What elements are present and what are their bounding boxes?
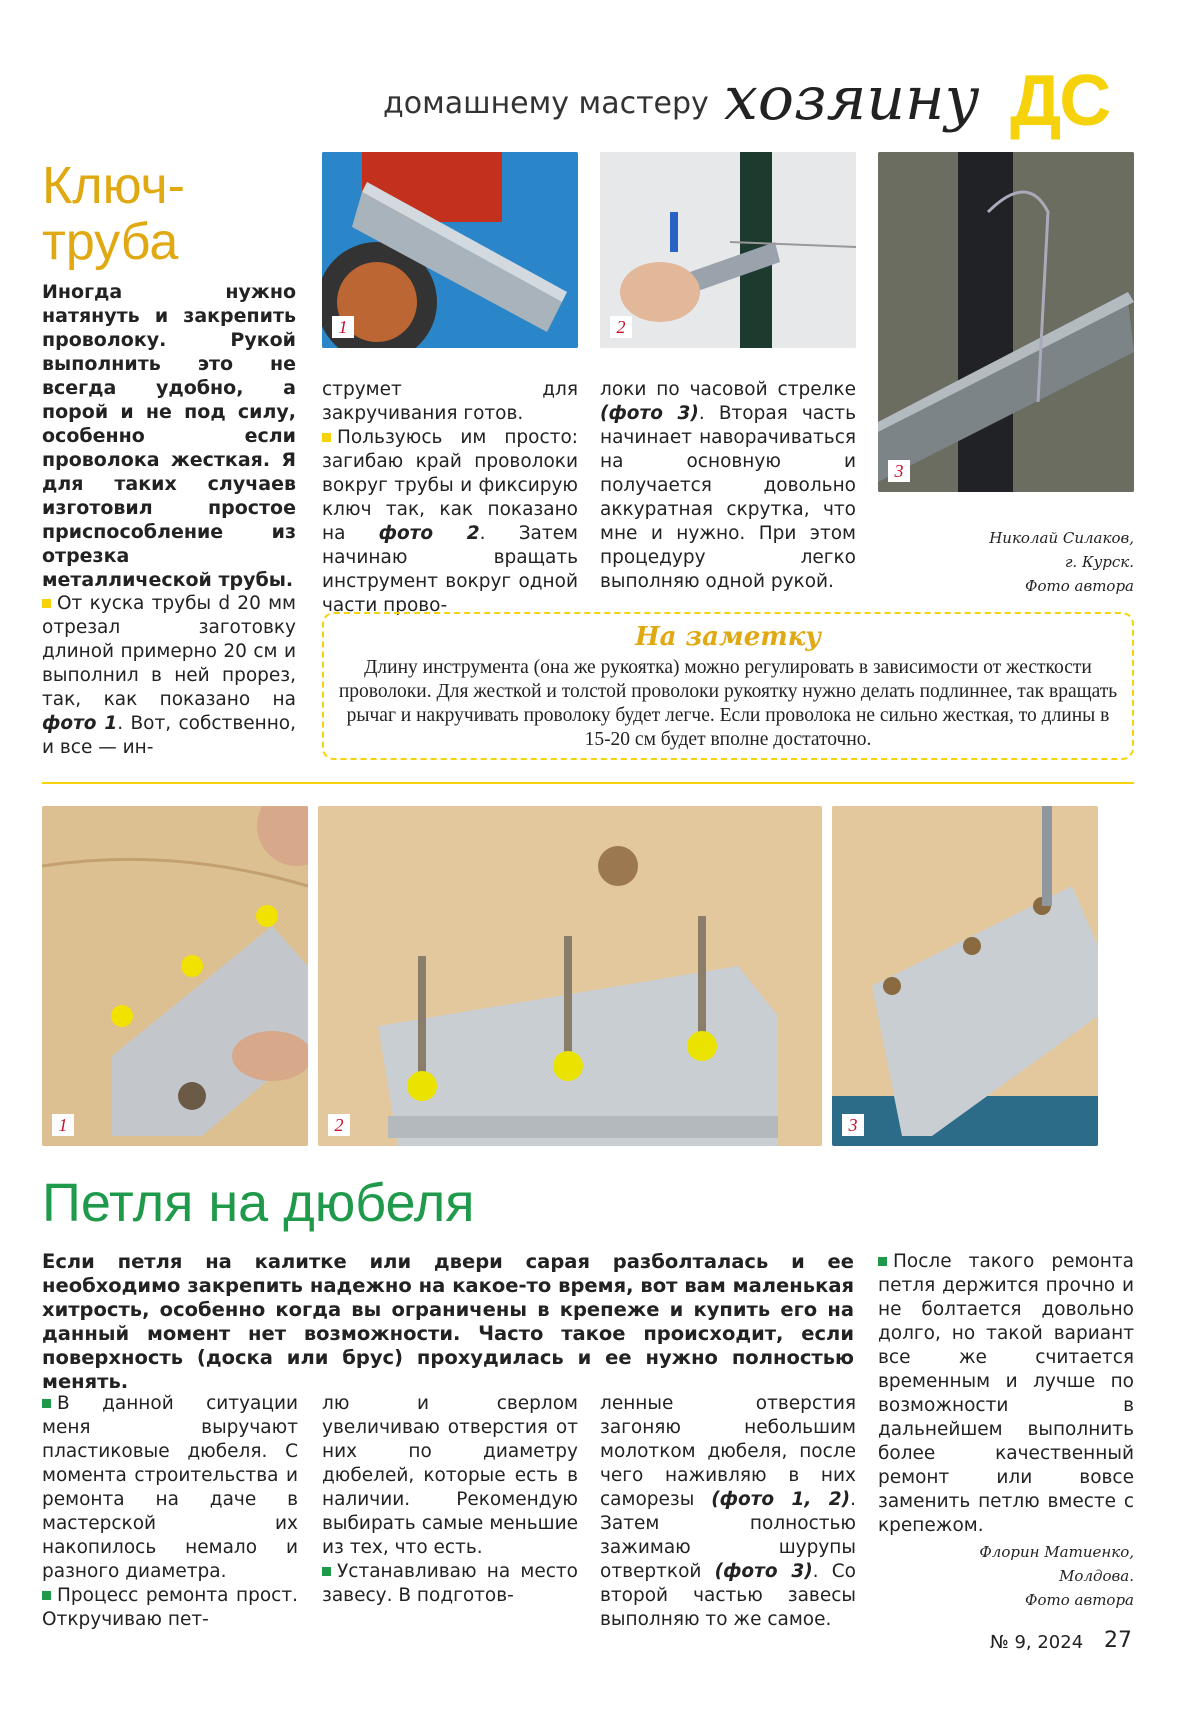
article1-byline bbox=[878, 526, 1134, 598]
photo-number-label: 2 bbox=[328, 1114, 350, 1136]
article1-title-line1: Ключ- bbox=[42, 157, 185, 215]
article2-photo-1 bbox=[42, 806, 308, 1146]
article1-photo-1 bbox=[322, 152, 578, 348]
article1-title-line2: труба bbox=[42, 213, 179, 271]
bullet-icon bbox=[42, 599, 51, 608]
page-number: 27 bbox=[1104, 1628, 1132, 1653]
header-section-label: домашнему мастеру bbox=[383, 86, 709, 121]
photo-number-label: 1 bbox=[52, 1114, 74, 1136]
bullet-icon bbox=[42, 1591, 51, 1600]
author-name: Николай Силаков, bbox=[989, 529, 1134, 547]
article1-column3: локи по часовой стрелке (фото 3). Вторая часть начинает наворачиваться на основную и получается довольно аккуратная скрутка, что мне и нужно. При этом процедуру легко выполняю одной рукой. bbox=[600, 379, 856, 592]
article1-photo-2 bbox=[600, 152, 856, 348]
photo-number-label: 3 bbox=[842, 1114, 864, 1136]
magazine-logo: ДС bbox=[1010, 61, 1110, 141]
note-title: На заметку bbox=[635, 622, 821, 652]
article2-column3: ленные отверстия загоняю небольшим молотком дюбеля, после чего наживляю в них саморезы (фото 1, 2). Затем полностью зажимаю шурупы отверткой (фото 3). Со второй частью завесы выполняю то же самое. bbox=[600, 1393, 857, 1630]
article1-title bbox=[42, 158, 185, 270]
photo-credit: Фото автора bbox=[1025, 577, 1134, 595]
article1-lead: Иногда нужно натянуть и закрепить проволоку. Рукой выполнить это не всегда удобно, а порой и не под силу, особенно если проволока жесткая. Я для таких случаев изготовил простое приспособление из отрезка металлической трубы. bbox=[42, 281, 296, 591]
article2-photo-3 bbox=[832, 806, 1098, 1146]
article2-byline bbox=[878, 1540, 1134, 1612]
author-name: Флорин Матиенко, bbox=[979, 1543, 1134, 1561]
article2-lead: Если петля на калитке или двери сарая разболталась и ее необходимо закрепить надежно на какое-то время, вот вам маленькая хитрость, особенно когда вы ограничены в крепеже и купить его на данный момент нет возможности. Часто такое происходит, если поверхность (доска или брус) прохудилась и ее нужно полностью менять. bbox=[42, 1250, 854, 1393]
header-title: хозяину bbox=[724, 64, 980, 134]
article2-title: Петля на дюбеля bbox=[42, 1173, 475, 1233]
article1-column1: От куска трубы d 20 мм отрезал заготовку длиной примерно 20 см и выполнил в ней прорез, так, как показано на фото 1. Вот, собственно, и все — ин- bbox=[42, 593, 296, 758]
bullet-icon bbox=[878, 1257, 887, 1266]
photo-credit: Фото автора bbox=[1025, 1591, 1134, 1609]
author-country: Молдова. bbox=[1059, 1567, 1134, 1585]
photo-number-label: 2 bbox=[610, 316, 632, 338]
author-city: г. Курск. bbox=[1064, 553, 1134, 571]
article2-photo-2 bbox=[318, 806, 822, 1146]
bullet-icon bbox=[322, 1567, 331, 1576]
bullet-icon bbox=[42, 1399, 51, 1408]
article2-column4: После такого ремонта петля держится прочно и не болтается довольно долго, но такой вариант все же считается временным и лучше по возможности в дальнейшем выполнить более качественный ремонт или вовсе заменить петлю вместе с крепежом. bbox=[878, 1251, 1134, 1536]
bullet-icon bbox=[322, 433, 331, 442]
article1-photo-3 bbox=[878, 152, 1134, 492]
photo-number-label: 1 bbox=[332, 316, 354, 338]
article1-column2: струмет для закручивания готов. Пользуюсь им просто: загибаю край проволоки вокруг трубы и фиксирую ключ так, как показано на фото 2. Затем начинаю вращать инструмент вокруг одной части прово- bbox=[322, 379, 579, 616]
article2-column2: лю и сверлом увеличиваю отверстия от них по диаметру дюбелей, которые есть в наличии. Рекомендую выбирать самые меньшие из тех, что есть. Устанавливаю на место завесу. В подготов- bbox=[322, 1393, 578, 1606]
article2-column1: В данной ситуации меня выручают пластиковые дюбеля. С момента строительства и ремонта на даче в мастерской их накопилось немало и разного диаметра. Процесс ремонта прост. Откручиваю пет- bbox=[42, 1393, 298, 1630]
note-text: Длину инструмента (она же рукоятка) можно регулировать в зависимости от жесткости проволоки. Для жесткой и толстой проволоки рукоятку нужно делать подлиннее, так вращать рычаг и накручивать проволоку будет легче. Если проволока не сильно жесткая, то длины в 15-20 см будет вполне достаточно. bbox=[338, 657, 1118, 750]
section-divider bbox=[42, 782, 1134, 784]
photo-number-label: 3 bbox=[888, 460, 910, 482]
issue-number: № 9, 2024 bbox=[990, 1632, 1084, 1653]
